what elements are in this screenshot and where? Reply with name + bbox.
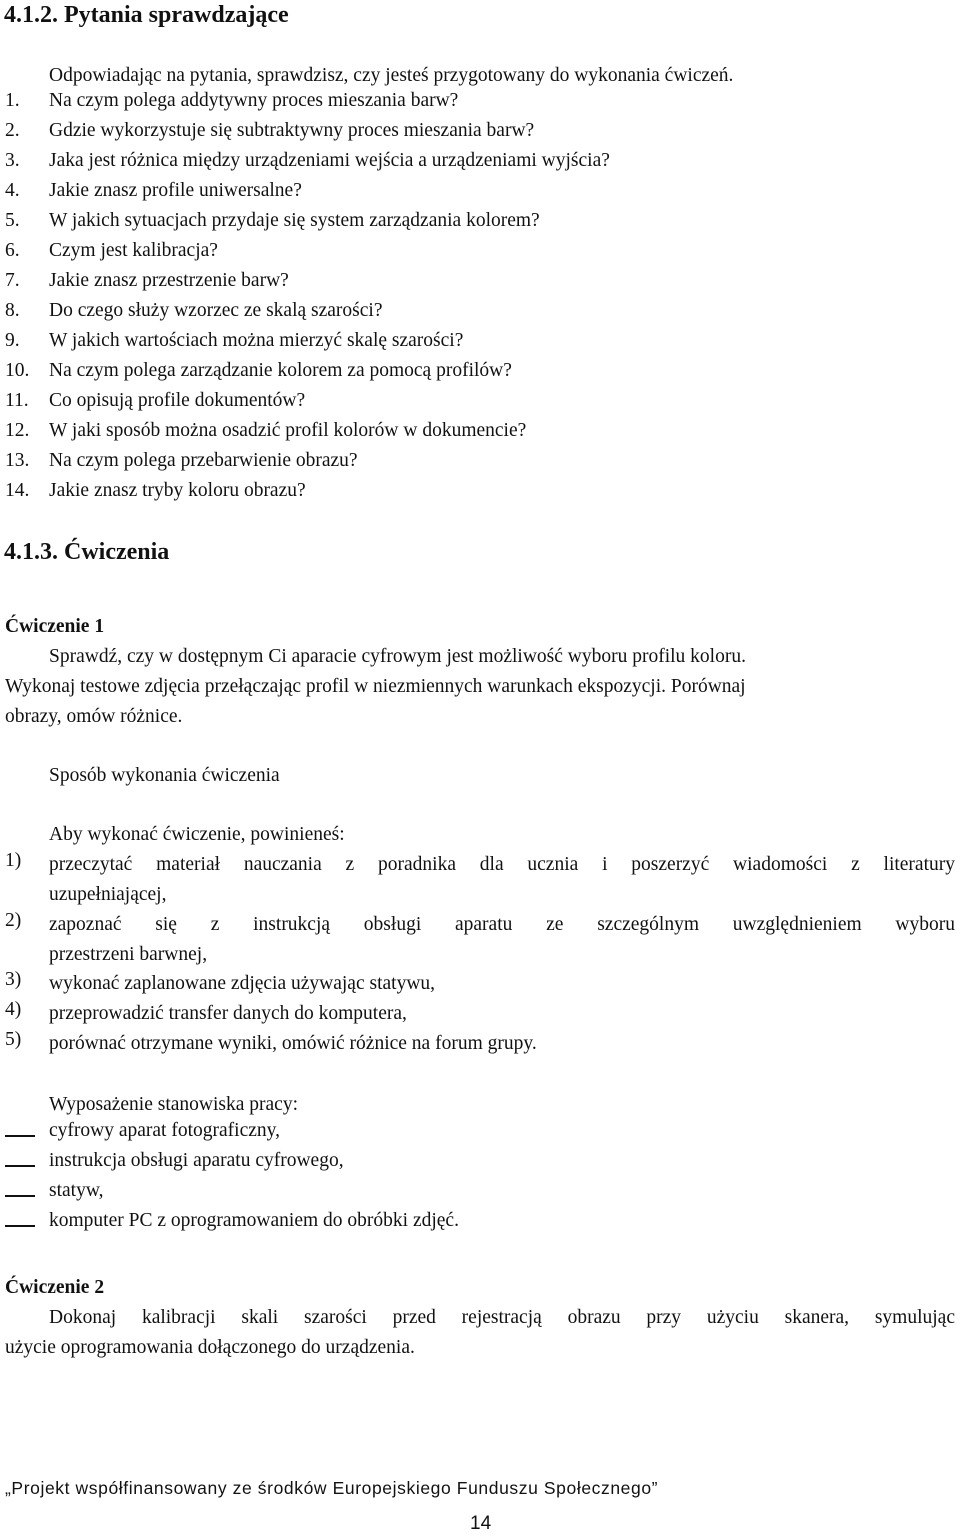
question-number: 9. [5, 330, 20, 351]
question-text: Jakie znasz tryby koloru obrazu? [49, 480, 306, 501]
step-number: 3) [5, 969, 22, 990]
step-text: wykonać zaplanowane zdjęcia używając statywu, [49, 973, 436, 994]
question-number: 5. [5, 210, 20, 231]
step-text: przeprowadzić transfer danych do komputera, [49, 1003, 407, 1024]
dash-bullet-icon [5, 1165, 35, 1167]
question-number: 14. [5, 480, 30, 501]
step-item [0, 1029, 960, 1059]
step-item [0, 969, 960, 999]
section-title-questions: 4.1.2. Pytania sprawdzające [4, 2, 289, 28]
page-number: 14 [470, 1513, 492, 1534]
equipment-text: statyw, [49, 1180, 104, 1201]
question-text: Jakie znasz przestrzenie barw? [49, 270, 289, 291]
equipment-item [0, 1150, 960, 1180]
step-text: porównać otrzymane wyniki, omówić różnice na forum grupy. [49, 1033, 537, 1054]
step-item [0, 910, 960, 970]
question-item [0, 120, 960, 149]
question-text: W jakich sytuacjach przydaje się system zarządzania kolorem? [49, 210, 540, 231]
question-text: Do czego służy wzorzec ze skalą szarości? [49, 300, 383, 321]
exercise-1-title: Ćwiczenie 1 [5, 616, 105, 637]
question-item [0, 180, 960, 209]
step-number: 1) [5, 850, 22, 871]
question-number: 7. [5, 270, 20, 291]
step-text: przeczytać materiał nauczania z poradnika dla ucznia i poszerzyć wiadomości z literatury [49, 854, 955, 875]
question-item [0, 360, 960, 389]
question-text: Jakie znasz profile uniwersalne? [49, 180, 302, 201]
question-item [0, 420, 960, 449]
step-text-cont: uzupełniającej, [49, 884, 167, 905]
equipment-text: instrukcja obsługi aparatu cyfrowego, [49, 1150, 344, 1171]
equipment-item [0, 1210, 960, 1240]
equipment-title: Wyposażenie stanowiska pracy: [49, 1094, 298, 1115]
equipment-text: cyfrowy aparat fotograficzny, [49, 1120, 280, 1141]
question-text: Na czym polega zarządzanie kolorem za pomocą profilów? [49, 360, 512, 381]
equipment-text: komputer PC z oprogramowaniem do obróbki zdjęć. [49, 1210, 459, 1231]
should-intro: Aby wykonać ćwiczenie, powinieneś: [49, 824, 345, 845]
step-number: 4) [5, 999, 22, 1020]
step-text-cont: przestrzeni barwnej, [49, 944, 208, 965]
question-number: 2. [5, 120, 20, 141]
step-item [0, 999, 960, 1029]
question-number: 10. [5, 360, 30, 381]
question-number: 12. [5, 420, 30, 441]
question-text: Czym jest kalibracja? [49, 240, 218, 261]
exercise-1-line: Sprawdź, czy w dostępnym Ci aparacie cyfrowym jest możliwość wyboru profilu koloru. [49, 646, 746, 667]
exercise-2-line: użycie oprogramowania dołączonego do urządzenia. [5, 1337, 415, 1358]
question-item [0, 210, 960, 239]
footer-project-note: „Projekt współfinansowany ze środków Europejskiego Funduszu Społecznego” [5, 1478, 659, 1498]
exercise-2-line: Dokonaj kalibracji skali szarości przed rejestracją obrazu przy użyciu skanera, symulując [49, 1307, 955, 1328]
step-number: 5) [5, 1029, 22, 1050]
question-item [0, 390, 960, 419]
dash-bullet-icon [5, 1225, 35, 1227]
question-text: Gdzie wykorzystuje się subtraktywny proces mieszania barw? [49, 120, 535, 141]
question-number: 4. [5, 180, 20, 201]
question-number: 8. [5, 300, 20, 321]
question-text: Na czym polega przebarwienie obrazu? [49, 450, 358, 471]
question-item [0, 150, 960, 179]
question-number: 6. [5, 240, 20, 261]
exercise-2-title: Ćwiczenie 2 [5, 1277, 105, 1298]
method-title: Sposób wykonania ćwiczenia [49, 765, 280, 786]
question-item [0, 330, 960, 359]
question-text: W jakich wartościach można mierzyć skalę szarości? [49, 330, 464, 351]
equipment-item [0, 1180, 960, 1210]
question-item [0, 450, 960, 479]
questions-intro: Odpowiadając na pytania, sprawdzisz, czy jesteś przygotowany do wykonania ćwiczeń. [49, 65, 734, 86]
question-text: Jaka jest różnica między urządzeniami wejścia a urządzeniami wyjścia? [49, 150, 610, 171]
question-number: 1. [5, 90, 20, 111]
dash-bullet-icon [5, 1135, 35, 1137]
step-item [0, 850, 960, 910]
question-number: 13. [5, 450, 30, 471]
section-title-exercises: 4.1.3. Ćwiczenia [4, 539, 170, 565]
question-text: Co opisują profile dokumentów? [49, 390, 306, 411]
question-number: 3. [5, 150, 20, 171]
step-number: 2) [5, 910, 22, 931]
question-item [0, 480, 960, 509]
dash-bullet-icon [5, 1195, 35, 1197]
question-item [0, 270, 960, 299]
question-text: Na czym polega addytywny proces mieszania barw? [49, 90, 459, 111]
exercise-1-line: obrazy, omów różnice. [5, 706, 183, 727]
question-item [0, 90, 960, 119]
step-text: zapoznać się z instrukcją obsługi aparatu ze szczególnym uwzględnieniem wyboru [49, 914, 955, 935]
question-item [0, 300, 960, 329]
question-number: 11. [5, 390, 29, 411]
question-text: W jaki sposób można osadzić profil kolorów w dokumencie? [49, 420, 527, 441]
exercise-1-line: Wykonaj testowe zdjęcia przełączając profil w niezmiennych warunkach ekspozycji. Porównaj [5, 676, 746, 697]
question-item [0, 240, 960, 269]
equipment-item [0, 1120, 960, 1150]
